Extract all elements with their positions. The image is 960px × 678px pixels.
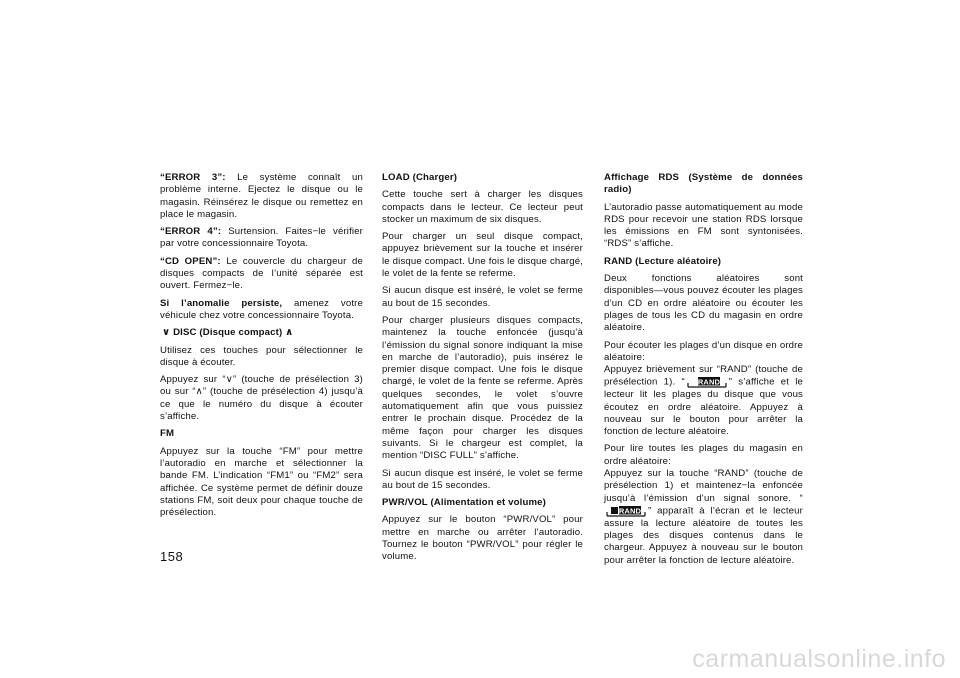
load-paragraph-3: Si aucun disque est inséré, le volet se ferme au bout de 15 secondes. (382, 285, 583, 309)
rand-p3-intro: Pour lire toutes les plages du magasin en ordre aléatoire: (604, 443, 803, 467)
cdopen-label: “CD OPEN”: (160, 255, 221, 267)
rand-paragraph-1: Deux fonctions aléatoires sont disponibles―vous pouvez écouter les plages d’un CD en ordre aléatoire ou écouter les plages de tous les CD du magasin en ordre aléatoire. (604, 273, 803, 334)
cdopen-text: Le couvercle du chargeur de disques compacts de l’unité séparée est ouvert. Fermez−le. (160, 255, 364, 292)
error3-label: “ERROR 3”: (160, 172, 226, 183)
cdopen-paragraph (160, 256, 363, 293)
chevron-down-icon: ∨ (162, 327, 171, 339)
watermark: carmanualsonline.info (692, 645, 946, 673)
fm-heading: FM (160, 428, 175, 440)
error3-text: Le système connaît un problème interne. Ejectez le disque ou le magasin. Réinsérez le disque ou remettez en place le magasin. (160, 172, 363, 220)
error3-paragraph (160, 172, 363, 221)
rand-p2-end: ” s’affiche et le lecteur lit les plages du disque que vous écoutez en ordre aléatoire. Appuyez à nouveau sur le bouton pour arrêter la fonction de lecture aléatoire. (604, 376, 803, 438)
disc-paragraph-2: Appuyez sur “∨” (touche de présélection 3) ou sur “∧” (touche de présélection 4) jusqu’à ce que le numéro du disque à écouter s’affiche. (160, 374, 363, 423)
column-3 (604, 172, 803, 572)
load-paragraph-1: Cette touche sert à charger les disques compacts dans le lecteur. Ce lecteur peut stocker un maximum de six disques. (382, 189, 583, 225)
load-paragraph-4: Pour charger plusieurs disques compacts, maintenez la touche enfoncée (jusqu’à l’émission du signal sonore indiquant la mise en marche de l’autoradio), puis insérez le premier disque compact. Une fois le disque chargé, le volet de la fente se referme. Après quelques secondes, le volet s’ouvre automatiquement afin que vous puissiez entrer le prochain disque. Procédez de la même façon pour charger les disques suivants. Si le chargeur est complet, la mention “DISC FULL” s’affiche. (382, 314, 583, 462)
rand-paragraph-3 (604, 443, 803, 567)
rand-p3-start: Appuyez sur la touche “RAND” (touche de présélection 1) et maintenez−la enfoncée jusqu’à l’émission d’un signal sonore. “ (604, 468, 803, 504)
persist-paragraph (160, 298, 363, 323)
disc-heading (162, 327, 363, 339)
persist-text: amenez votre véhicule chez votre concessionnaire Toyota. (160, 297, 363, 321)
error4-paragraph (160, 226, 363, 251)
column-2 (382, 172, 583, 569)
disc-rand-display-icon (606, 505, 646, 517)
disc-rand-badge-label: RAND (618, 506, 642, 516)
rand-heading: RAND (Lecture aléatoire) (604, 255, 722, 267)
load-paragraph-2: Pour charger un seul disque compact, appuyez brièvement sur la touche et insérer le disque compact. Une fois le disque chargé, le volet de la fente se referme. (382, 231, 583, 280)
error4-text: Surtension. Faites−le vérifier par votre concessionnaire Toyota. (160, 226, 363, 250)
persist-label: Si l’anomalie persiste, (160, 297, 283, 309)
rand-p2-intro: Pour écouter les plages d’un disque en ordre aléatoire: (604, 339, 803, 363)
load-paragraph-5: Si aucun disque est inséré, le volet se ferme au bout de 15 secondes. (382, 467, 583, 491)
error4-label: “ERROR 4”: (160, 226, 222, 238)
load-heading: LOAD (Charger) (382, 172, 458, 183)
column-1 (160, 172, 363, 524)
page-number: 158 (160, 549, 184, 564)
disc-paragraph-1: Utilisez ces touches pour sélectionner le disque à écouter. (160, 344, 363, 368)
rand-display-icon (687, 376, 727, 388)
disc-heading-text: DISC (Disque compact) (170, 327, 286, 339)
fm-paragraph: Appuyez sur la touche “FM” pour mettre l’autoradio en marche et sélectionner la bande FM. L’indication “FM1” ou “FM2” sera affichée. Ce système permet de définir douze stations FM, soit deux pour chaque touche de présélection. (160, 445, 363, 519)
rds-paragraph: L’autoradio passe automatiquement au mode RDS pour recevoir une station RDS lorsque les émissions en FM sont syntonisées. “RDS” s’affiche. (604, 201, 803, 250)
rand-paragraph-2 (604, 340, 803, 439)
pwr-paragraph: Appuyez sur le bouton “PWR/VOL” pour mettre en marche ou arrêter l’autoradio. Tournez le bouton “PWR/VOL” pour régler le volume. (382, 514, 583, 563)
pwr-heading: PWR/VOL (Alimentation et volume) (382, 497, 546, 509)
rand-p2-start: Appuyez brièvement sur “RAND” (touche de présélection 1). “ (604, 364, 803, 388)
rand-badge-label: RAND (697, 377, 720, 387)
rds-heading: Affichage RDS (Système de données radio) (604, 172, 803, 196)
rand-p3-end: ” apparaît à l’écran et le lecteur assure la lecture aléatoire de toutes les plages des disques contenus dans le chargeur. Appuyez à nouveau sur le bouton pour arrêter la fonction de lecture aléatoire. (604, 505, 803, 566)
chevron-up-icon: ∧ (285, 327, 294, 339)
